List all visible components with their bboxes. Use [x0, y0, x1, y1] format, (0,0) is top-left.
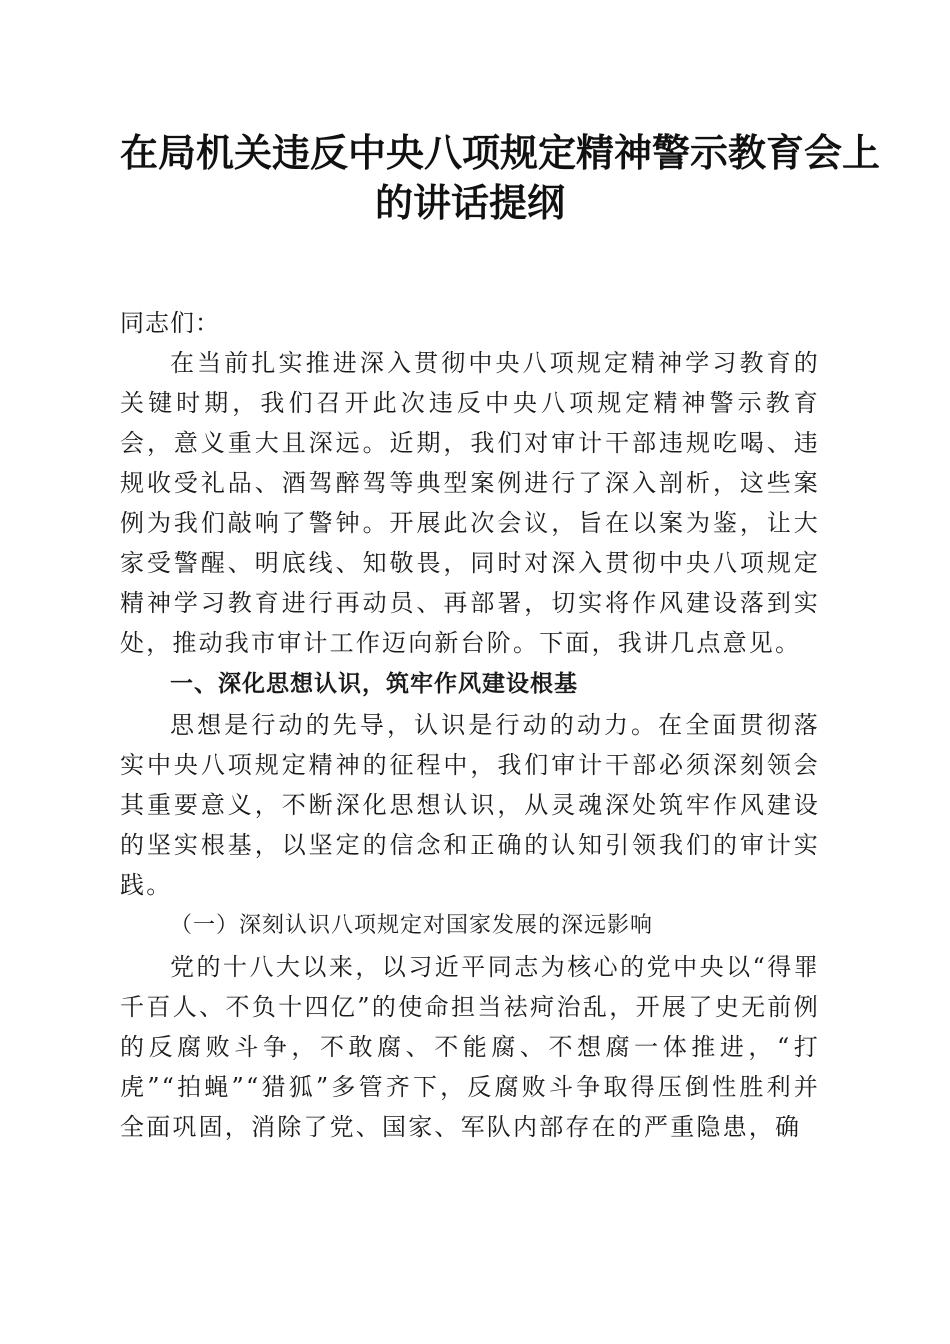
subsection-1-paragraph: 党的十八大以来，以习近平同志为核心的党中央以“得罪千百人、不负十四亿”的使命担当祛疴治乱，开展了史无前例的反腐败斗争，不敢腐、不能腐、不想腐一体推进，“打虎”“拍蝇”“猎狐”多管齐下，反腐败斗争取得压倒性胜利并全面巩固，消除了党、国家、军队内部存在的严重隐患，确	[120, 953, 820, 1141]
title-line-2: 的讲话提纲	[374, 180, 565, 225]
intro-paragraph: 在当前扎实推进深入贯彻中央八项规定精神学习教育的关键时期，我们召开此次违反中央八项规定精神警示教育会，意义重大且深远。近期，我们对审计干部违规吃喝、违规收受礼品、酒驾醉驾等典型案例进行了深入剖析，这些案例为我们敲响了警钟。开展此次会议，旨在以案为鉴，让大家受警醒、明底线、知敬畏，同时对深入贯彻中央八项规定精神学习教育进行再动员、再部署，切实将作风建设落到实处，推动我市审计工作迈向新台阶。下面，我讲几点意见。	[120, 349, 820, 657]
section-1-heading: 一、深化思想认识，筑牢作风建设根基	[170, 671, 578, 697]
subsection-1-heading: （一）深刻认识八项规定对国家发展的深远影响	[170, 913, 654, 938]
section-1-paragraph: 思想是行动的先导，认识是行动的动力。在全面贯彻落实中央八项规定精神的征程中，我们审计干部必须深刻领会其重要意义，不断深化思想认识，从灵魂深处筑牢作风建设的坚实根基，以坚定的信念和正确的认知引领我们的审计实践。	[120, 711, 820, 899]
document-body	[120, 303, 820, 1147]
document-page	[120, 128, 881, 1147]
title-line-1: 在局机关违反中央八项规定精神警示教育会上	[120, 130, 881, 175]
salutation: 同志们：	[120, 309, 220, 337]
document-title	[120, 128, 881, 228]
